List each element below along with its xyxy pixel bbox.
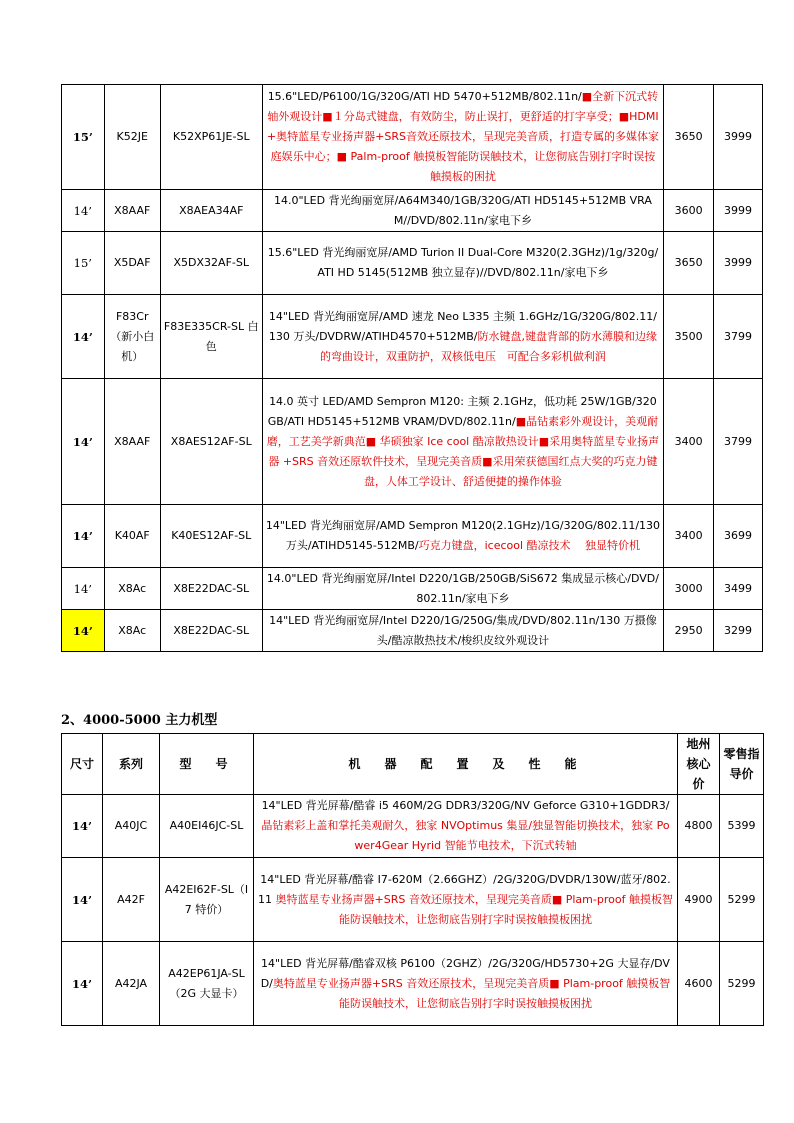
retail-price-cell: 3999 bbox=[714, 85, 763, 190]
config-cell bbox=[262, 610, 663, 652]
config-cell bbox=[262, 568, 663, 610]
config-cell bbox=[262, 232, 663, 295]
series-cell: A42F bbox=[103, 858, 160, 942]
retail-price-cell: 3699 bbox=[714, 505, 763, 568]
core-price-cell: 4600 bbox=[678, 942, 720, 1026]
retail-price-cell: 3799 bbox=[714, 379, 763, 505]
table-row bbox=[62, 190, 763, 232]
size-cell: 14’ bbox=[62, 795, 103, 858]
core-price-cell: 2950 bbox=[664, 610, 714, 652]
config-text: 15.6"LED 背光绚丽宽屏/AMD Turion II Dual-Core M320(2.3GHz)/1g/320g/ATI HD 5145(512MB 独立显存)//DVD/802.11n/家电下乡 bbox=[267, 246, 659, 279]
config-highlight-text: ■晶钻素彩外观设计，美观耐磨，工艺美学新典范■ 华硕独家 Ice cool 酷凉散热设计■采用奥特蓝星专业扬声器 +SRS 音效还原软件技术，呈现完美音质■采用荣获德国红点大奖的巧克力键盘，人体工学设计、舒适便捷的操作体验 bbox=[266, 414, 660, 488]
series-cell: X8Ac bbox=[104, 568, 160, 610]
table-row bbox=[62, 610, 763, 652]
config-highlight-text: 奥特蓝星专业扬声器+SRS 音效还原技术，呈现完美音质■ Plam-proof 触摸板智能防误触技术，让您彻底告别打字时误按触摸板困扰 bbox=[272, 976, 671, 1010]
config-text: 14"LED 背光屏幕/酷睿 I7-620M（2.66GHZ）/2G/320G/DVDR/130W/蓝牙/802.11 bbox=[258, 872, 671, 906]
header-size: 尺寸 bbox=[62, 734, 103, 795]
series-cell: X8AAF bbox=[104, 379, 160, 505]
table-row bbox=[62, 942, 764, 1026]
config-cell bbox=[262, 505, 663, 568]
series-cell: A40JC bbox=[103, 795, 160, 858]
config-cell bbox=[262, 85, 663, 190]
model-cell: A40EI46JC-SL bbox=[160, 795, 254, 858]
table-row bbox=[62, 232, 763, 295]
table-row bbox=[62, 795, 764, 858]
size-cell: 14’ bbox=[62, 190, 105, 232]
core-price-cell: 3400 bbox=[664, 379, 714, 505]
config-text: 15.6"LED/P6100/1G/320G/ATI HD 5470+512MB/802.11n/ bbox=[267, 90, 582, 103]
price-table-2-body bbox=[62, 795, 764, 1026]
model-cell: A42EI62F-SL（I7 特价） bbox=[160, 858, 254, 942]
series-cell: X5DAF bbox=[104, 232, 160, 295]
series-cell: A42JA bbox=[103, 942, 160, 1026]
retail-price-cell: 3999 bbox=[714, 190, 763, 232]
model-cell: X8E22DAC-SL bbox=[160, 610, 262, 652]
config-highlight-text: 奥特蓝星专业扬声器+SRS 音效还原技术，呈现完美音质■ Plam-proof 触摸板智能防误触技术，让您彻底告别打字时误按触摸板困扰 bbox=[275, 892, 673, 926]
table-row bbox=[62, 379, 763, 505]
header-series: 系列 bbox=[103, 734, 160, 795]
header-core-price: 地州核心价 bbox=[678, 734, 720, 795]
table-row bbox=[62, 505, 763, 568]
header-retail-price: 零售指导价 bbox=[720, 734, 764, 795]
size-cell: 14’ bbox=[62, 610, 105, 652]
size-cell: 14’ bbox=[62, 505, 105, 568]
size-cell: 14’ bbox=[62, 379, 105, 505]
retail-price-cell: 3499 bbox=[714, 568, 763, 610]
table-row bbox=[62, 858, 764, 942]
retail-price-cell: 5299 bbox=[720, 942, 764, 1026]
config-highlight-text: 防水键盘,键盘背部的防水薄膜和边缘的弯曲设计，双重防护，双核低电压 可配合多彩机做利润 bbox=[319, 329, 657, 363]
series-cell: F83Cr（新小白机） bbox=[104, 295, 160, 379]
size-cell: 15’ bbox=[62, 232, 105, 295]
config-text: 14"LED 背光绚丽宽屏/AMD Sempron M120(2.1GHz)/1G/320G/802.11/130 万头/ATIHD5145-512MB/ bbox=[265, 519, 661, 552]
config-cell bbox=[254, 942, 678, 1026]
config-text: 14"LED 背光绚丽宽屏/AMD 速龙 Neo L335 主频 1.6GHz/1G/320G/802.11/130 万头/DVDRW/ATIHD4570+512MB/ bbox=[268, 309, 657, 343]
retail-price-cell: 5399 bbox=[720, 795, 764, 858]
model-cell: K52XP61JE-SL bbox=[160, 85, 262, 190]
config-text: 14"LED 背光屏幕/酷睿双核 P6100（2GHZ）/2G/320G/HD5730+2G 大显存/DVD/ bbox=[260, 956, 670, 990]
retail-price-cell: 3999 bbox=[714, 232, 763, 295]
retail-price-cell: 3299 bbox=[714, 610, 763, 652]
config-cell bbox=[254, 858, 678, 942]
model-cell: F83E335CR-SL 白色 bbox=[160, 295, 262, 379]
core-price-cell: 3000 bbox=[664, 568, 714, 610]
core-price-cell: 3650 bbox=[664, 85, 714, 190]
config-highlight-text: ■全新下沉式转轴外观设计■１分岛式键盘，有效防尘，防止误打，更舒适的打字享受；■HDMI+奥特蓝星专业扬声器+SRS音效还原技术，呈现完美音质，打造专属的多媒体家庭娱乐中心；■ Palm-proof 触摸板智能防误触技术，让您彻底告别打字时误按触摸板的困扰 bbox=[266, 90, 659, 183]
table-row bbox=[62, 568, 763, 610]
price-table-2-header bbox=[62, 734, 764, 795]
size-cell: 14’ bbox=[62, 858, 103, 942]
price-table-1 bbox=[61, 84, 763, 652]
core-price-cell: 4800 bbox=[678, 795, 720, 858]
size-cell: 15’ bbox=[62, 85, 105, 190]
retail-price-cell: 5299 bbox=[720, 858, 764, 942]
series-cell: X8Ac bbox=[104, 610, 160, 652]
size-cell: 14’ bbox=[62, 568, 105, 610]
size-cell: 14’ bbox=[62, 295, 105, 379]
header-model: 型 号 bbox=[160, 734, 254, 795]
core-price-cell: 3400 bbox=[664, 505, 714, 568]
core-price-cell: 3500 bbox=[664, 295, 714, 379]
core-price-cell: 3650 bbox=[664, 232, 714, 295]
size-cell: 14’ bbox=[62, 942, 103, 1026]
config-text: 14.0 英寸 LED/AMD Sempron M120: 主频 2.1GHz，低功耗 25W/1GB/320GB/ATI HD5145+512MB VRAM/DVD/802.11n/ bbox=[267, 394, 657, 428]
price-table-2 bbox=[61, 733, 764, 1026]
series-cell: K52JE bbox=[104, 85, 160, 190]
series-cell: X8AAF bbox=[104, 190, 160, 232]
config-cell bbox=[262, 295, 663, 379]
header-row bbox=[62, 734, 764, 795]
core-price-cell: 4900 bbox=[678, 858, 720, 942]
header-config: 机 器 配 置 及 性 能 bbox=[254, 734, 678, 795]
section-heading: 2、4000-5000 主力机型 bbox=[61, 713, 218, 728]
config-cell bbox=[262, 379, 663, 505]
config-cell bbox=[262, 190, 663, 232]
table-row bbox=[62, 295, 763, 379]
model-cell: X8E22DAC-SL bbox=[160, 568, 262, 610]
config-text: 14.0"LED 背光绚丽宽屏/A64M340/1GB/320G/ATI HD5145+512MB VRAM//DVD/802.11n/家电下乡 bbox=[274, 193, 652, 227]
price-table-1-body bbox=[62, 85, 763, 652]
model-cell: K40ES12AF-SL bbox=[160, 505, 262, 568]
config-highlight-text: 晶钻素彩上盖和掌托美观耐久，独家 NVOptimus 集显/独显智能切换技术，独家 Power4Gear Hyrid 智能节电技术，下沉式转轴 bbox=[261, 819, 670, 852]
model-cell: X5DX32AF-SL bbox=[160, 232, 262, 295]
config-highlight-text: 巧克力键盘，icecool 酷凉技术 独显特价机 bbox=[418, 539, 641, 552]
model-cell: A42EP61JA-SL（2G 大显卡） bbox=[160, 942, 254, 1026]
config-cell bbox=[254, 795, 678, 858]
config-text: 14.0"LED 背光绚丽宽屏/Intel D220/1GB/250GB/SiS672 集成显示核心/DVD/802.11n/家电下乡 bbox=[266, 571, 659, 605]
core-price-cell: 3600 bbox=[664, 190, 714, 232]
config-text: 14"LED 背光绚丽宽屏/Intel D220/1G/250G/集成/DVD/802.11n/130 万摄像头/酷凉散热技术/梭织皮纹外观设计 bbox=[269, 613, 657, 647]
model-cell: X8AEA34AF bbox=[160, 190, 262, 232]
table-row bbox=[62, 85, 763, 190]
config-text: 14"LED 背光屏幕/酷睿 i5 460M/2G DDR3/320G/NV Geforce G310+1GDDR3/ bbox=[261, 799, 670, 812]
retail-price-cell: 3799 bbox=[714, 295, 763, 379]
series-cell: K40AF bbox=[104, 505, 160, 568]
model-cell: X8AES12AF-SL bbox=[160, 379, 262, 505]
